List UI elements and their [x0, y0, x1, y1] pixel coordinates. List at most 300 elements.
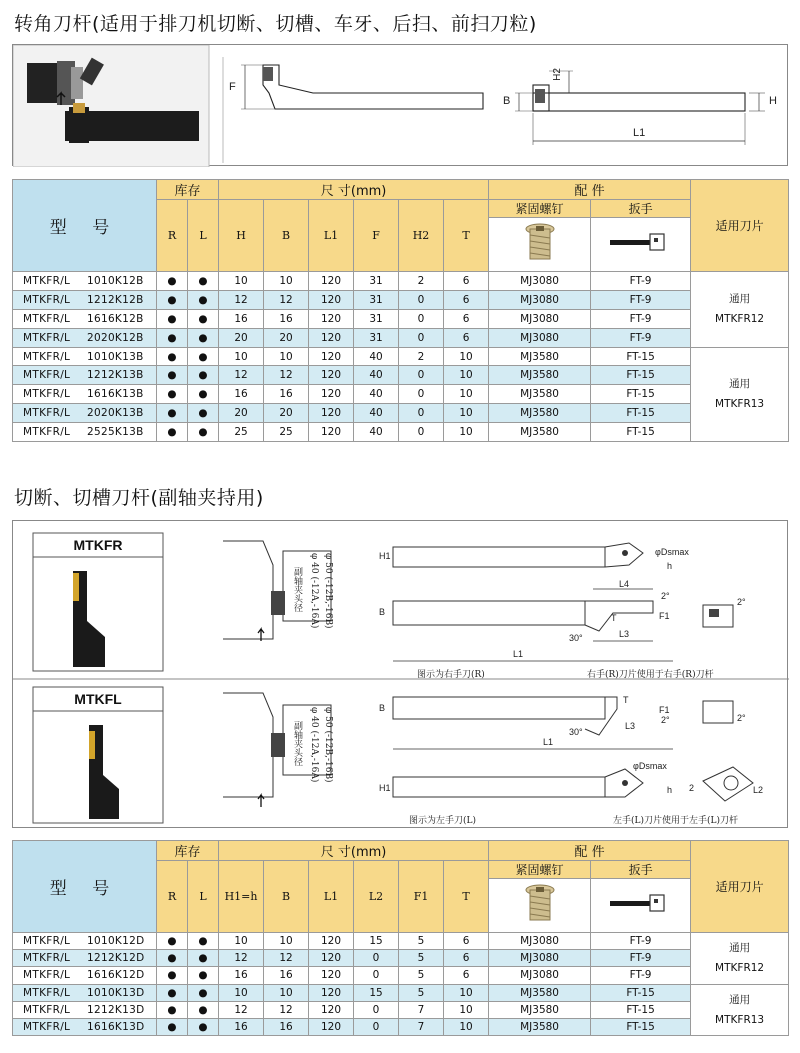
- table-cell: FT-15: [591, 984, 691, 1001]
- section1-diagram: [12, 44, 788, 166]
- table-cell: FT-15: [591, 423, 691, 442]
- dim-2deg-side-bottom: 2°: [737, 713, 746, 723]
- table-cell: 0: [399, 328, 444, 347]
- model-prefix: MTKFR/L: [23, 331, 71, 344]
- table-cell: 15: [354, 933, 399, 950]
- table-row: [13, 347, 789, 366]
- header-col-l1: L1: [309, 200, 354, 272]
- blade-line1: 通用: [729, 942, 751, 955]
- dim-l1-bottom: L1: [543, 737, 554, 747]
- table-cell: 10: [219, 984, 264, 1001]
- model-code: 2525K13B: [87, 426, 144, 439]
- table-cell: 40: [354, 347, 399, 366]
- cell-model: [13, 347, 157, 366]
- stock-dot: ●: [188, 423, 219, 442]
- stock-dot: ●: [188, 347, 219, 366]
- table-cell: 0: [399, 366, 444, 385]
- screw-icon: [520, 221, 560, 265]
- model-code: 1010K12D: [87, 935, 145, 948]
- table-cell: MJ3080: [489, 933, 591, 950]
- table-cell: FT-15: [591, 1001, 691, 1018]
- table-cell: 10: [219, 272, 264, 291]
- blade-line2: MTKFR13: [715, 398, 765, 411]
- table-cell: MJ3580: [489, 404, 591, 423]
- mtkfl-label: MTKFL: [74, 691, 122, 707]
- table-row: [13, 967, 789, 984]
- table-cell: 120: [309, 309, 354, 328]
- stock-dot: ●: [157, 984, 188, 1001]
- dim-two-bottom: 2: [689, 783, 695, 793]
- dim-h-bottom: h: [667, 785, 673, 795]
- stock-dot: ●: [188, 290, 219, 309]
- table-row: [13, 1001, 789, 1018]
- table-cell: 2: [399, 272, 444, 291]
- header-col-r: R: [157, 200, 188, 272]
- stock-dot: ●: [157, 328, 188, 347]
- section2-diagram: [12, 520, 788, 828]
- table-cell: 40: [354, 423, 399, 442]
- table-cell: 31: [354, 328, 399, 347]
- cell-model: [13, 385, 157, 404]
- table-row: [13, 423, 789, 442]
- table-cell: 12: [219, 1001, 264, 1018]
- table-cell: 10: [444, 984, 489, 1001]
- dim-l3-top: L3: [619, 629, 630, 639]
- table-cell: MJ3580: [489, 366, 591, 385]
- model-code: 1616K13D: [87, 1021, 145, 1034]
- header-col-l: L: [188, 861, 219, 933]
- wrench-image: [591, 218, 691, 272]
- table-cell: 7: [399, 1018, 444, 1035]
- model-prefix: MTKFR/L: [23, 1003, 71, 1016]
- header-size: 尺 寸(mm): [219, 841, 489, 861]
- table-cell: 10: [444, 1001, 489, 1018]
- cell-blade: [691, 272, 789, 348]
- table-cell: MJ3580: [489, 347, 591, 366]
- phi50-top: φ 50 (-12B,-16B): [323, 553, 333, 629]
- holder-text-bottom: 副轴夹头径: [292, 721, 302, 766]
- table-cell: MJ3080: [489, 967, 591, 984]
- holder-text-top: 副轴夹头径: [292, 567, 302, 612]
- table-cell: 0: [399, 309, 444, 328]
- dim-l3-bottom: L3: [625, 721, 636, 731]
- table-cell: 20: [219, 404, 264, 423]
- dim-2deg-bottom: 2°: [661, 715, 670, 725]
- dim-2deg-side-top: 2°: [737, 597, 746, 607]
- table-cell: FT-9: [591, 933, 691, 950]
- table-cell: 120: [309, 272, 354, 291]
- dim-30deg-bottom: 30°: [569, 727, 583, 737]
- model-code: 1010K13D: [87, 986, 145, 999]
- header-col-h2: H2: [399, 200, 444, 272]
- table-cell: 5: [399, 967, 444, 984]
- table-cell: 2: [399, 347, 444, 366]
- table-cell: 120: [309, 385, 354, 404]
- model-code: 1212K12D: [87, 952, 145, 965]
- cell-model: [13, 272, 157, 291]
- table-cell: MJ3580: [489, 1001, 591, 1018]
- table-cell: 120: [309, 328, 354, 347]
- dim-h-top: h: [667, 561, 673, 571]
- model-prefix: MTKFR/L: [23, 312, 71, 325]
- header-col-b: B: [264, 861, 309, 933]
- blade-line2: MTKFR13: [715, 1013, 765, 1026]
- cell-model: [13, 950, 157, 967]
- model-prefix: MTKFR/L: [23, 350, 71, 363]
- table-cell: 120: [309, 404, 354, 423]
- table-cell: 5: [399, 984, 444, 1001]
- cell-blade: [691, 984, 789, 1036]
- table-cell: MJ3080: [489, 290, 591, 309]
- table-cell: 16: [219, 1018, 264, 1035]
- cell-model: [13, 290, 157, 309]
- table-cell: 0: [354, 1018, 399, 1035]
- dim-dsmax-top: φDsmax: [655, 547, 689, 557]
- table-cell: 15: [354, 984, 399, 1001]
- table-cell: 16: [264, 1018, 309, 1035]
- cell-model: [13, 404, 157, 423]
- model-prefix: MTKFR/L: [23, 935, 71, 948]
- stock-dot: ●: [157, 404, 188, 423]
- table-row: [13, 328, 789, 347]
- stock-dot: ●: [188, 385, 219, 404]
- table-cell: MJ3580: [489, 984, 591, 1001]
- table-row: [13, 272, 789, 291]
- header-screw: 紧固螺钉: [489, 861, 591, 879]
- table-cell: MJ3080: [489, 328, 591, 347]
- table-cell: 31: [354, 309, 399, 328]
- table-cell: FT-9: [591, 328, 691, 347]
- table-cell: 40: [354, 404, 399, 423]
- stock-dot: ●: [157, 385, 188, 404]
- table-cell: 120: [309, 1018, 354, 1035]
- table-cell: MJ3080: [489, 309, 591, 328]
- dim-f1-bottom: F1: [659, 705, 670, 715]
- model-prefix: MTKFR/L: [23, 369, 71, 382]
- header-col-r: R: [157, 861, 188, 933]
- phi40-bottom: φ 40 (-12A,-16A): [309, 707, 319, 783]
- model-code: 1212K13D: [87, 1003, 145, 1016]
- header-parts: 配 件: [489, 841, 691, 861]
- table-cell: 20: [264, 328, 309, 347]
- blade-line1: 通用: [729, 993, 751, 1006]
- dim-b-top: B: [379, 607, 386, 617]
- stock-dot: ●: [188, 1018, 219, 1035]
- model-code: 1212K12B: [87, 293, 144, 306]
- stock-dot: ●: [157, 347, 188, 366]
- header-stock: 库存: [157, 841, 219, 861]
- model-code: 1616K12B: [87, 312, 144, 325]
- stock-dot: ●: [188, 967, 219, 984]
- wrench-icon: [606, 889, 676, 919]
- table-cell: 10: [264, 347, 309, 366]
- model-prefix: MTKFR/L: [23, 952, 71, 965]
- wrench-icon: [606, 228, 676, 258]
- cell-model: [13, 423, 157, 442]
- table-cell: 6: [444, 933, 489, 950]
- table-cell: 7: [399, 1001, 444, 1018]
- table-cell: 10: [444, 366, 489, 385]
- table-cell: 120: [309, 967, 354, 984]
- dim-l2-bottom: L2: [753, 785, 764, 795]
- table-cell: 16: [264, 967, 309, 984]
- table-cell: 120: [309, 1001, 354, 1018]
- cell-model: [13, 984, 157, 1001]
- model-prefix: MTKFR/L: [23, 388, 71, 401]
- wrench-image: [591, 879, 691, 933]
- table-cell: 25: [219, 423, 264, 442]
- blade-line2: MTKFR12: [715, 313, 765, 326]
- header-col-t: T: [444, 200, 489, 272]
- stock-dot: ●: [188, 366, 219, 385]
- model-code: 2020K12B: [87, 331, 144, 344]
- model-prefix: MTKFR/L: [23, 986, 71, 999]
- header-model: 型 号: [13, 180, 157, 272]
- dim-label-b: B: [503, 95, 511, 107]
- table-cell: 12: [219, 290, 264, 309]
- table-row: [13, 933, 789, 950]
- dim-t-bottom: T: [623, 695, 629, 705]
- table-cell: 10: [264, 272, 309, 291]
- table-cell: 5: [399, 950, 444, 967]
- table-cell: 20: [264, 404, 309, 423]
- spec-table-2: [12, 840, 789, 1036]
- table-cell: 120: [309, 290, 354, 309]
- table-cell: 12: [219, 950, 264, 967]
- table-cell: MJ3080: [489, 272, 591, 291]
- header-col-h1: H1=h: [219, 861, 264, 933]
- cell-model: [13, 1001, 157, 1018]
- dim-l1-top: L1: [513, 649, 524, 659]
- table-cell: 10: [444, 423, 489, 442]
- table-cell: 6: [444, 950, 489, 967]
- table-row: [13, 366, 789, 385]
- table-cell: 40: [354, 366, 399, 385]
- table-cell: 6: [444, 309, 489, 328]
- stock-dot: ●: [188, 328, 219, 347]
- table-cell: 0: [354, 950, 399, 967]
- cell-blade: [691, 933, 789, 985]
- screw-image: [489, 879, 591, 933]
- header-wrench: 扳手: [591, 861, 691, 879]
- cell-model: [13, 328, 157, 347]
- table-cell: 0: [399, 423, 444, 442]
- stock-dot: ●: [157, 423, 188, 442]
- table-cell: 20: [219, 328, 264, 347]
- table-cell: 0: [354, 1001, 399, 1018]
- dim-2deg-top: 2°: [661, 591, 670, 601]
- table-cell: 10: [264, 933, 309, 950]
- header-size: 尺 寸(mm): [219, 180, 489, 200]
- table-cell: 120: [309, 950, 354, 967]
- table-row: [13, 1018, 789, 1035]
- table-cell: 120: [309, 984, 354, 1001]
- caption-left-rule: 左手(L)刀片使用于左手(L)刀杆: [613, 816, 738, 826]
- table-cell: 12: [264, 290, 309, 309]
- table-cell: 12: [219, 366, 264, 385]
- table-cell: 120: [309, 933, 354, 950]
- cell-model: [13, 1018, 157, 1035]
- table-cell: 6: [444, 290, 489, 309]
- model-prefix: MTKFR/L: [23, 969, 71, 982]
- table-cell: FT-9: [591, 309, 691, 328]
- model-code: 1010K13B: [87, 350, 144, 363]
- table-cell: 6: [444, 272, 489, 291]
- cell-model: [13, 967, 157, 984]
- header-col-b: B: [264, 200, 309, 272]
- dim-h1-bottom: H1: [379, 783, 391, 793]
- phi50-bottom: φ 50 (-12B,-16B): [323, 707, 333, 783]
- dim-h1-top: H1: [379, 551, 391, 561]
- table-cell: 12: [264, 366, 309, 385]
- spec-table-1: [12, 179, 789, 442]
- model-code: 1212K13B: [87, 369, 144, 382]
- stock-dot: ●: [157, 1018, 188, 1035]
- stock-dot: ●: [188, 984, 219, 1001]
- dim-label-h: H: [769, 95, 777, 107]
- dim-b-bottom: B: [379, 703, 386, 713]
- mtkfr-label: MTKFR: [73, 537, 123, 553]
- table-cell: 6: [444, 967, 489, 984]
- header-model: 型 号: [13, 841, 157, 933]
- stock-dot: ●: [157, 290, 188, 309]
- model-code: 2020K13B: [87, 407, 144, 420]
- stock-dot: ●: [188, 950, 219, 967]
- model-prefix: MTKFR/L: [23, 407, 71, 420]
- model-code: 1616K13B: [87, 388, 144, 401]
- table-cell: 10: [264, 984, 309, 1001]
- table-cell: 0: [399, 290, 444, 309]
- cell-model: [13, 309, 157, 328]
- phi40-top: φ 40 (-12A,-16A): [309, 553, 319, 629]
- table-row: [13, 950, 789, 967]
- caption-right-rule: 右手(R)刀片使用于右手(R)刀杆: [587, 670, 714, 680]
- table-cell: 10: [444, 1018, 489, 1035]
- model-code: 1010K12B: [87, 274, 144, 287]
- table-cell: 10: [444, 385, 489, 404]
- header-col-l1: L1: [309, 861, 354, 933]
- dim-label-f: F: [229, 81, 236, 93]
- header-col-l2: L2: [354, 861, 399, 933]
- section2-title: 切断、切槽刀杆(副轴夹持用): [14, 487, 264, 509]
- table-cell: 12: [264, 950, 309, 967]
- table-cell: 120: [309, 366, 354, 385]
- dim-label-h2: H2: [551, 68, 563, 81]
- stock-dot: ●: [188, 272, 219, 291]
- table-cell: 40: [354, 385, 399, 404]
- header-blade: 适用刀片: [691, 180, 789, 272]
- header-col-f1: F1: [399, 861, 444, 933]
- table-cell: 10: [444, 347, 489, 366]
- model-prefix: MTKFR/L: [23, 274, 71, 287]
- table-cell: 16: [264, 309, 309, 328]
- model-prefix: MTKFR/L: [23, 1021, 71, 1034]
- dim-t-top: T: [611, 613, 617, 623]
- model-code: 1616K12D: [87, 969, 145, 982]
- table-cell: FT-15: [591, 1018, 691, 1035]
- table-cell: 16: [219, 309, 264, 328]
- stock-dot: ●: [188, 404, 219, 423]
- screw-icon: [520, 882, 560, 926]
- header-col-t: T: [444, 861, 489, 933]
- stock-dot: ●: [188, 309, 219, 328]
- stock-dot: ●: [188, 1001, 219, 1018]
- table-cell: 16: [264, 385, 309, 404]
- table-cell: 10: [444, 404, 489, 423]
- stock-dot: ●: [157, 933, 188, 950]
- table-cell: FT-9: [591, 272, 691, 291]
- table-cell: 6: [444, 328, 489, 347]
- table-cell: 10: [219, 347, 264, 366]
- table-cell: MJ3580: [489, 423, 591, 442]
- blade-line2: MTKFR12: [715, 962, 765, 975]
- table-cell: 0: [399, 385, 444, 404]
- table-cell: FT-9: [591, 950, 691, 967]
- header-col-l: L: [188, 200, 219, 272]
- dim-dsmax-bottom: φDsmax: [633, 761, 667, 771]
- table-cell: FT-9: [591, 967, 691, 984]
- stock-dot: ●: [157, 967, 188, 984]
- turning-holder-drawing: [13, 45, 789, 167]
- header-stock: 库存: [157, 180, 219, 200]
- header-blade: 适用刀片: [691, 841, 789, 933]
- header-col-h: H: [219, 200, 264, 272]
- stock-dot: ●: [157, 950, 188, 967]
- stock-dot: ●: [157, 1001, 188, 1018]
- header-parts: 配 件: [489, 180, 691, 200]
- table-cell: 31: [354, 272, 399, 291]
- dim-30deg-top: 30°: [569, 633, 583, 643]
- caption-left-hand: 图示为左手刀(L): [409, 816, 476, 826]
- table-cell: FT-15: [591, 347, 691, 366]
- dim-f1-top: F1: [659, 611, 670, 621]
- section1-title: 转角刀杆(适用于排刀机切断、切槽、车牙、后扫、前扫刀粒): [14, 13, 537, 35]
- table-cell: MJ3580: [489, 385, 591, 404]
- table-cell: FT-15: [591, 404, 691, 423]
- model-prefix: MTKFR/L: [23, 426, 71, 439]
- header-col-f: F: [354, 200, 399, 272]
- cell-model: [13, 933, 157, 950]
- dim-l4-top: L4: [619, 579, 630, 589]
- stock-dot: ●: [157, 366, 188, 385]
- stock-dot: ●: [188, 933, 219, 950]
- header-screw: 紧固螺钉: [489, 200, 591, 218]
- caption-right-hand: 图示为右手刀(R): [417, 670, 485, 680]
- stock-dot: ●: [157, 272, 188, 291]
- cell-model: [13, 366, 157, 385]
- table-cell: MJ3580: [489, 1018, 591, 1035]
- table-cell: 0: [399, 404, 444, 423]
- table-cell: 0: [354, 967, 399, 984]
- screw-image: [489, 218, 591, 272]
- table-row: [13, 984, 789, 1001]
- header-wrench: 扳手: [591, 200, 691, 218]
- table-cell: 120: [309, 423, 354, 442]
- dim-label-l1: L1: [633, 127, 646, 139]
- table-cell: 120: [309, 347, 354, 366]
- table-row: [13, 309, 789, 328]
- table-cell: 5: [399, 933, 444, 950]
- table-row: [13, 290, 789, 309]
- blade-line1: 通用: [729, 378, 751, 391]
- table-cell: 31: [354, 290, 399, 309]
- table-row: [13, 385, 789, 404]
- table-cell: 16: [219, 385, 264, 404]
- table-cell: 25: [264, 423, 309, 442]
- model-prefix: MTKFR/L: [23, 293, 71, 306]
- table-cell: FT-15: [591, 385, 691, 404]
- table-cell: FT-15: [591, 366, 691, 385]
